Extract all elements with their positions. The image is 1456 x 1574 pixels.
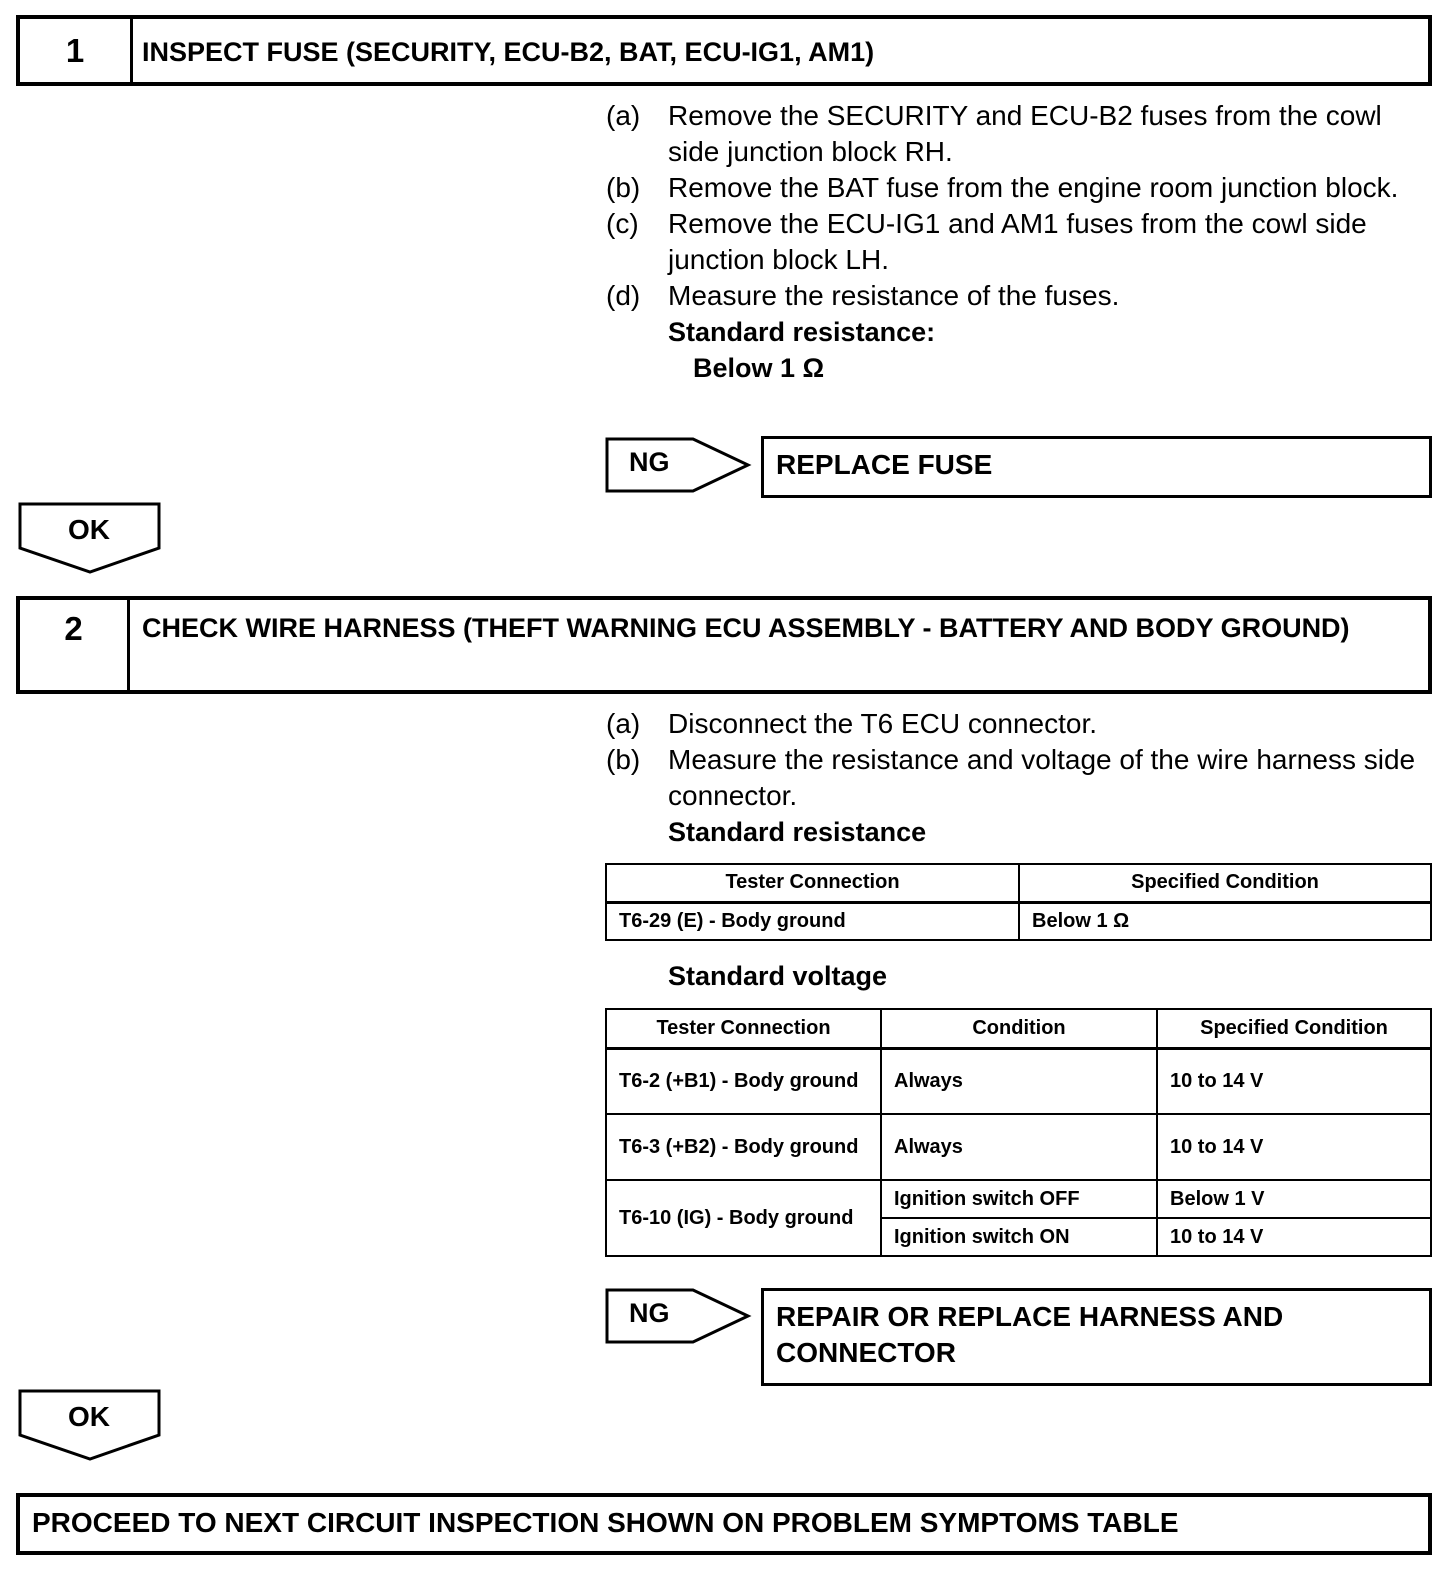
- ng-tag-1: [605, 437, 755, 495]
- table-cell: Ignition switch ON: [881, 1218, 1157, 1256]
- instruction-item: (c) Remove the ECU-IG1 and AM1 fuses from the cowl side junction block LH.: [606, 208, 1367, 275]
- standard-resistance-label: Standard resistance:: [668, 317, 936, 347]
- ng-arrow-icon: [605, 437, 755, 495]
- ok-tag-2: [18, 1389, 163, 1463]
- column-header: Tester Connection: [606, 1009, 881, 1048]
- replace-fuse-text: REPLACE FUSE: [776, 449, 993, 480]
- column-header: Condition: [881, 1009, 1157, 1048]
- ok-label: OK: [68, 1401, 110, 1432]
- table-row: [606, 1048, 1431, 1114]
- ng-arrow-icon: [605, 1288, 755, 1346]
- column-header: Tester Connection: [606, 864, 1019, 902]
- step-1-header: [16, 15, 1432, 86]
- column-header: Specified Condition: [1019, 864, 1431, 902]
- repair-harness-text: REPAIR OR REPLACE HARNESS AND CONNECTOR: [776, 1301, 1284, 1368]
- instruction-item: (a) Disconnect the T6 ECU connector.: [606, 708, 1098, 739]
- ok-tag-1: [18, 502, 163, 576]
- standard-resistance-label: Standard resistance: [668, 817, 927, 847]
- step-2-header: [16, 596, 1432, 694]
- standard-voltage-label: Standard voltage: [668, 961, 888, 991]
- table-cell: Below 1 Ω: [1019, 902, 1431, 940]
- instruction-item: (b) Measure the resistance and voltage of the wire harness side connector.: [606, 744, 1416, 811]
- step-2-title: CHECK WIRE HARNESS (THEFT WARNING ECU ASSEMBLY - BATTERY AND BODY GROUND): [142, 613, 1350, 643]
- proceed-next-box: [16, 1493, 1432, 1555]
- table-row: [606, 1114, 1431, 1180]
- step-2-instructions: [606, 706, 1436, 850]
- replace-fuse-box: [761, 436, 1432, 498]
- table-cell: Always: [881, 1048, 1157, 1114]
- table-row: [606, 1180, 1431, 1218]
- table-cell: 10 to 14 V: [1157, 1218, 1431, 1256]
- table-cell: T6-29 (E) - Body ground: [606, 902, 1019, 940]
- instruction-item: (a) Remove the SECURITY and ECU-B2 fuses from the cowl side junction block RH.: [606, 100, 1382, 167]
- standard-voltage-table: [605, 1008, 1432, 1257]
- column-header: Specified Condition: [1157, 1009, 1431, 1048]
- table-cell: T6-10 (IG) - Body ground: [606, 1180, 881, 1256]
- ng-label: NG: [629, 447, 670, 477]
- ng-tag-2: [605, 1288, 755, 1346]
- standard-resistance-value: Below 1 Ω: [693, 353, 825, 383]
- proceed-next-text: PROCEED TO NEXT CIRCUIT INSPECTION SHOWN ON PROBLEM SYMPTOMS TABLE: [32, 1507, 1179, 1538]
- instruction-item: (d) Measure the resistance of the fuses.: [606, 280, 1120, 311]
- table-row: [606, 902, 1431, 940]
- table-cell: 10 to 14 V: [1157, 1114, 1431, 1180]
- table-cell: T6-2 (+B1) - Body ground: [606, 1048, 881, 1114]
- step-1-instructions: [606, 98, 1436, 386]
- instruction-item: (b) Remove the BAT fuse from the engine room junction block.: [606, 172, 1399, 203]
- step-2-number: 2: [20, 600, 130, 690]
- table-cell: 10 to 14 V: [1157, 1048, 1431, 1114]
- step-1-title: INSPECT FUSE (SECURITY, ECU-B2, BAT, ECU-IG1, AM1): [142, 37, 875, 67]
- step-1-number: 1: [20, 19, 133, 82]
- table-cell: Ignition switch OFF: [881, 1180, 1157, 1218]
- table-cell: T6-3 (+B2) - Body ground: [606, 1114, 881, 1180]
- table-cell: Always: [881, 1114, 1157, 1180]
- ok-label: OK: [68, 514, 110, 545]
- table-cell: Below 1 V: [1157, 1180, 1431, 1218]
- repair-harness-box: [761, 1288, 1432, 1386]
- standard-resistance-table: [605, 863, 1432, 941]
- ng-label: NG: [629, 1298, 670, 1328]
